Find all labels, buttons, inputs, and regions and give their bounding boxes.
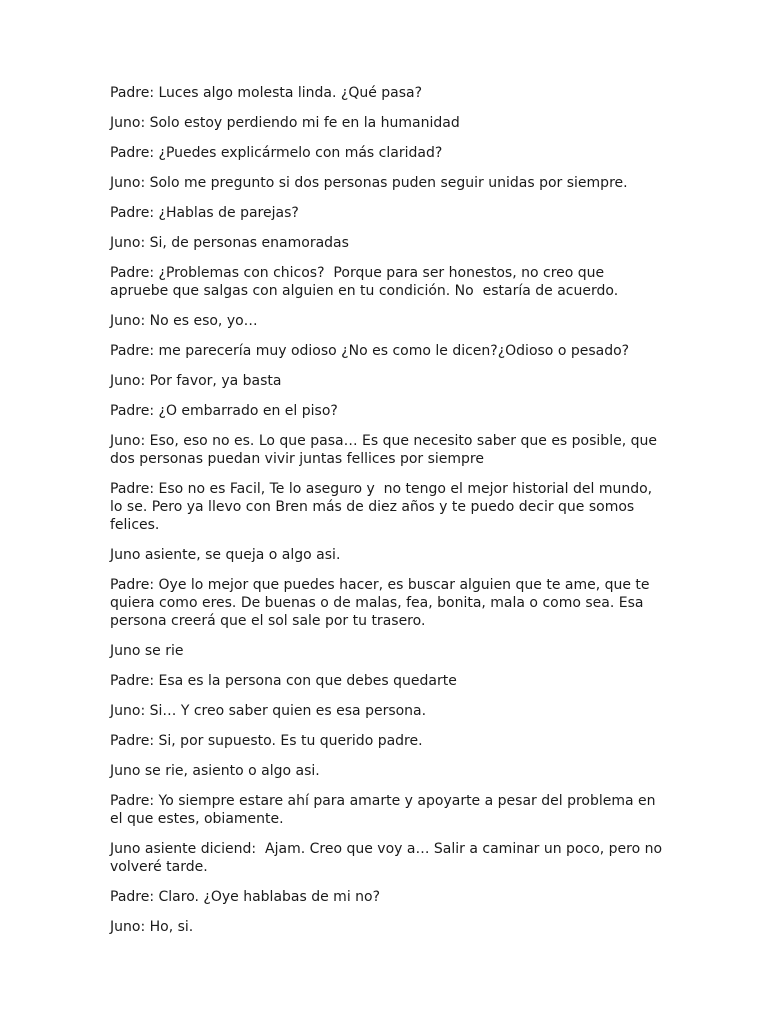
stage-direction: Juno asiente diciend: Ajam. Creo que voy a… Salir a caminar un poco, pero no volveré tarde. bbox=[110, 841, 667, 875]
dialogue-line: Padre: ¿O embarrado en el piso? bbox=[110, 403, 338, 419]
dialogue-line: Padre: Luces algo molesta linda. ¿Qué pasa? bbox=[110, 85, 423, 101]
dialogue-line: Padre: Eso no es Facil, Te lo aseguro y no tengo el mejor historial del mundo, lo se. Pero ya llevo con Bren más de diez años y te puedo decir que somos felices. bbox=[110, 481, 657, 533]
dialogue-line: Juno: Ho, si. bbox=[110, 919, 194, 935]
dialogue-line: Juno: No es eso, yo… bbox=[110, 313, 258, 329]
dialogue-line: Padre: Esa es la persona con que debes quedarte bbox=[110, 673, 457, 689]
dialogue-line: Padre: Oye lo mejor que puedes hacer, es buscar alguien que te ame, que te quiera como eres. De buenas o de malas, fea, bonita, mala o como sea. Esa persona creerá que el sol sale por tu trasero. bbox=[110, 577, 654, 629]
dialogue-line: Juno: Eso, eso no es. Lo que pasa… Es que necesito saber que es posible, que dos personas puedan vivir juntas fellices por siempre bbox=[110, 433, 662, 467]
stage-direction: Juno se rie, asiento o algo asi. bbox=[110, 763, 320, 779]
stage-direction: Juno asiente, se queja o algo asi. bbox=[110, 547, 341, 563]
dialogue-line: Padre: ¿Problemas con chicos? Porque para ser honestos, no creo que apruebe que salgas con alguien en tu condición. No estaría de acuerdo. bbox=[110, 265, 619, 299]
dialogue-line: Padre: Yo siempre estare ahí para amarte y apoyarte a pesar del problema en el que estes, obiamente. bbox=[110, 793, 660, 827]
dialogue-line: Padre: Claro. ¿Oye hablabas de mi no? bbox=[110, 889, 381, 905]
dialogue-line: Juno: Solo me pregunto si dos personas puden seguir unidas por siempre. bbox=[110, 175, 628, 191]
stage-direction: Juno se rie bbox=[110, 643, 184, 659]
dialogue-line: Padre: ¿Hablas de parejas? bbox=[110, 205, 299, 221]
dialogue-line: Juno: Por favor, ya basta bbox=[110, 373, 282, 389]
dialogue-line: Juno: Si, de personas enamoradas bbox=[110, 235, 349, 251]
dialogue-line: Padre: ¿Puedes explicármelo con más claridad? bbox=[110, 145, 443, 161]
dialogue-line: Padre: me parecería muy odioso ¿No es como le dicen?¿Odioso o pesado? bbox=[110, 343, 630, 359]
document-body bbox=[110, 84, 665, 948]
dialogue-line: Juno: Si… Y creo saber quien es esa persona. bbox=[110, 703, 427, 719]
dialogue-line: Juno: Solo estoy perdiendo mi fe en la humanidad bbox=[110, 115, 460, 131]
dialogue-line: Padre: Si, por supuesto. Es tu querido padre. bbox=[110, 733, 423, 749]
